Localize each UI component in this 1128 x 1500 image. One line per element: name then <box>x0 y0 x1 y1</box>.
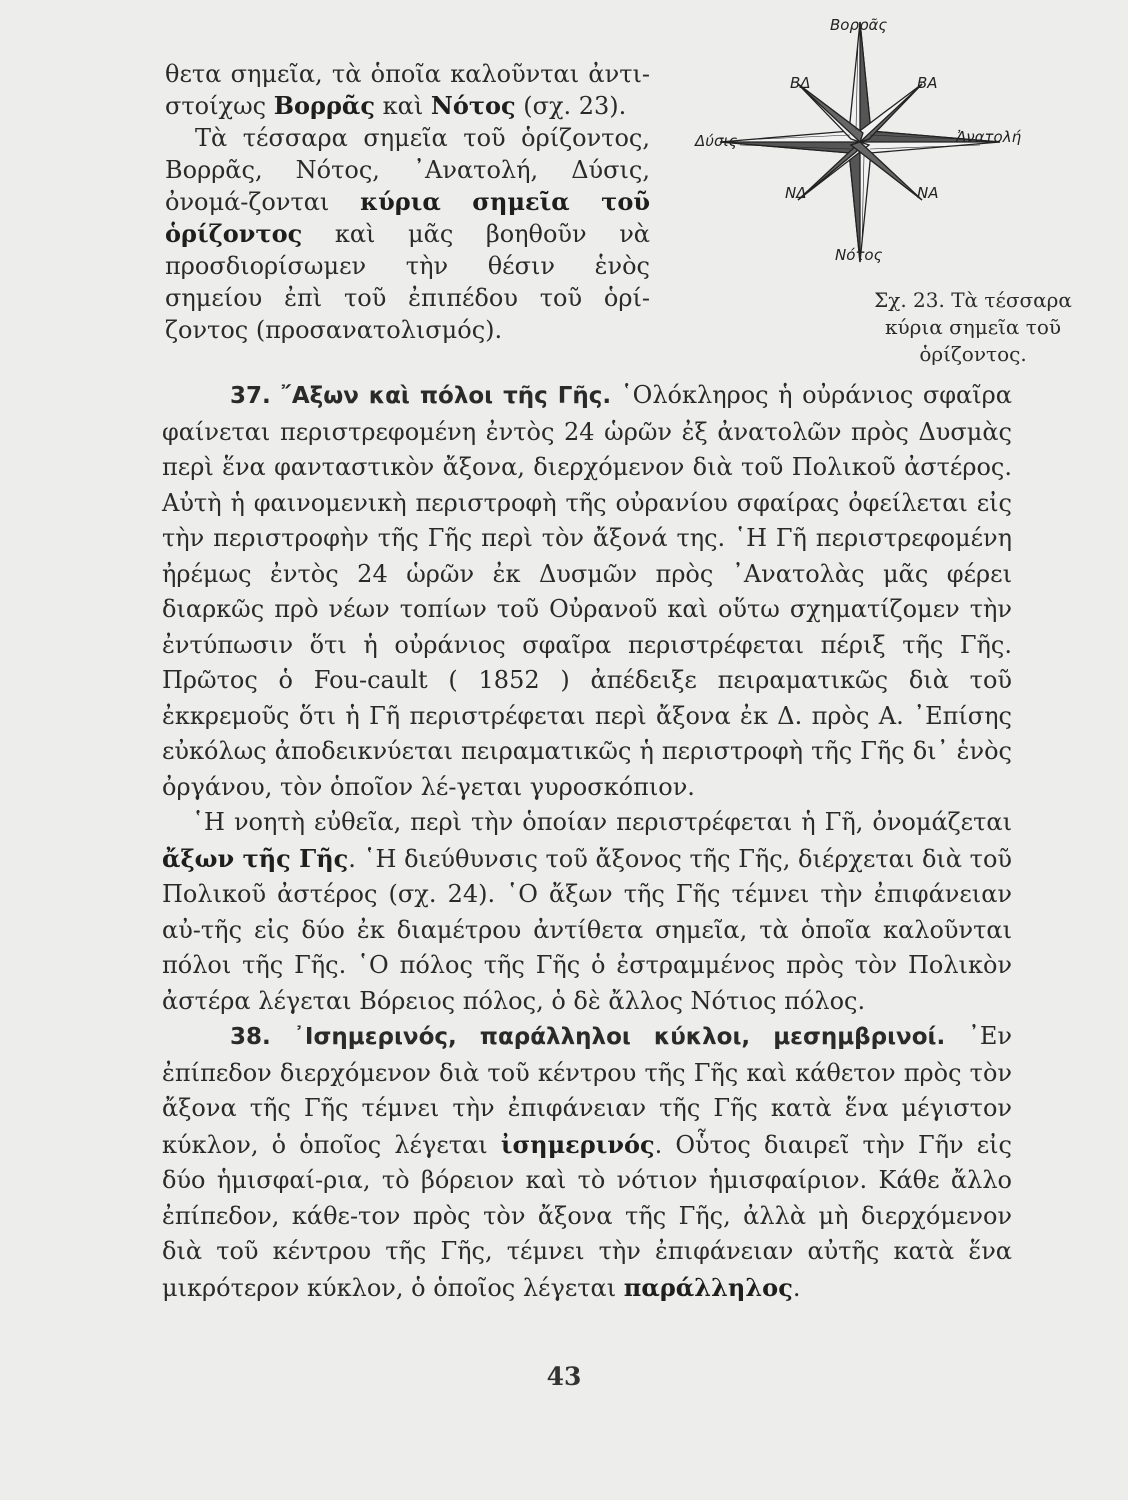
section-number: 37. <box>230 383 271 409</box>
label-northeast: ΒΑ <box>917 74 938 92</box>
text-run: . ῾Η διεύθυνσις τοῦ ἄξονος τῆς Γῆς, διέρχεται διὰ τοῦ Πολικοῦ ἀστέρος (σχ. 24). ῾Ο ἄξων τῆς Γῆς τέμνει τὴν ἐπιφάνειαν αὐ-τῆς εἰς δύο ἐκ διαμέτρου ἀντίθετα σημεῖα, τὰ ὁποῖα καλοῦνται πόλοι τῆς Γῆς. ῾Ο πόλος τῆς Γῆς ὁ ἐστραμμένος πρὸς τὸν Πολικὸν ἀστέρα λέγεται Βόρειος πόλος, ὁ δὲ ἄλλος Νότιος πόλος. <box>162 844 1012 1015</box>
section-37-paragraph-2 <box>162 805 1012 1019</box>
page-number: 43 <box>546 1362 582 1391</box>
text-run: καὶ <box>375 92 431 120</box>
section-38 <box>162 1019 1012 1306</box>
intro-text <box>165 58 650 346</box>
term-north: Βορρᾶς <box>273 91 375 120</box>
text-run: ῾Η νοητὴ εὐθεῖα, περὶ τὴν ὁποίαν περιστρέφεται ἡ Γῆ, ὀνομάζεται <box>192 808 1012 836</box>
label-west: Δύσις <box>695 132 738 150</box>
label-south: Νότος <box>835 246 883 264</box>
section-number: 38. <box>230 1024 271 1050</box>
intro-paragraph-1 <box>165 58 650 122</box>
label-east: Ἀνατολή <box>956 128 1022 146</box>
section-title: ᾿Ισημερινός, παράλληλοι κύκλοι, μεσημβρινοί. <box>293 1024 946 1050</box>
text-run: . <box>792 1273 801 1302</box>
term-south: Νότος <box>430 91 516 120</box>
text-run: (σχ. 23). <box>515 92 627 120</box>
intro-paragraph-2 <box>165 122 650 346</box>
text-run: Τὰ τέσσαρα σημεῖα τοῦ ὁρίζοντος, Βορρᾶς, Νότος, ᾿Ανατολή, Δύσις, ὀνομά-ζονται <box>165 124 650 216</box>
section-title: ῎Αξων καὶ πόλοι τῆς Γῆς. <box>280 383 612 409</box>
term-cardinal-points: κύρια σημεῖα τοῦ ὁρίζοντος <box>165 187 650 248</box>
figure-caption: Σχ. 23. Τὰ τέσσαρα κύρια σημεῖα τοῦ ὁρίζοντος. <box>874 288 1072 366</box>
label-southeast: ΝΑ <box>917 184 939 202</box>
text-run: . Οὗτος διαιρεῖ τὴν Γῆν εἰς δύο ἡμισφαί-ρια, τὸ βόρειον καὶ τὸ νότιον ἡμισφαίριον. Κάθε ἄλλο ἐπίπεδον, κάθε-τον πρὸς τὸν ἄξονα τῆς Γῆς, ἀλλὰ μὴ διερχόμενον διὰ τοῦ κέντρου τῆς Γῆς, τέμνει τὴν ἐπιφάνειαν αὐτῆς κατὰ ἕνα μικρότερον κύκλον, ὁ ὁποῖος λέγεται <box>162 1130 1012 1302</box>
term-equator: ἰσημερινός <box>500 1129 655 1159</box>
label-north: Βορρᾶς <box>830 16 888 34</box>
label-northwest: ΒΔ <box>790 74 811 92</box>
main-text <box>162 378 1012 1306</box>
text-run: ᾿Εν ἐπίπεδον διερχόμενον διὰ τοῦ κέντρου τῆς Γῆς καὶ κάθετον πρὸς τὸν ἄξονα τῆς Γῆς τέμνει τὴν ἐπιφάνειαν τῆς Γῆς κατὰ ἕνα μέγιστον κύκλον, ὁ ὁποῖος λέγεται <box>162 1022 1012 1159</box>
label-southwest: ΝΔ <box>785 184 807 202</box>
term-parallel: παράλληλος <box>623 1272 793 1302</box>
text-run: θετα σημεῖα, τὰ ὁποῖα καλοῦνται ἀντι-στοίχως <box>165 60 650 120</box>
term-earth-axis: ἄξων τῆς Γῆς <box>162 843 349 873</box>
section-37-paragraph-1: ῾Ολόκληρος ἡ οὐράνιος σφαῖρα φαίνεται περιστρεφομένη ἐντὸς 24 ὡρῶν ἐξ ἀνατολῶν πρὸς Δυσμὰς περὶ ἕνα φανταστικὸν ἄξονα, διερχόμενον διὰ τοῦ Πολικοῦ ἀστέρος. Αὐτὴ ἡ φαινομενικὴ περιστροφὴ τῆς οὐρανίου σφαίρας ὀφείλεται εἰς τὴν περιστροφὴν τῆς Γῆς περὶ τὸν ἄξονά της. ῾Η Γῆ περιστρεφομένη ἠρέμως ἐντὸς 24 ὡρῶν ἐκ Δυσμῶν πρὸς ᾿Ανατολὰς μᾶς φέρει διαρκῶς πρὸ νέων τοπίων τοῦ Οὐρανοῦ καὶ οὕτω σχηματίζομεν τὴν ἐντύπωσιν ὅτι ἡ οὐράνιος σφαῖρα περιστρέφεται πέριξ τῆς Γῆς. Πρῶτος ὁ Fou-cault ( 1852 ) ἀπέδειξε πειραματικῶς διὰ τοῦ ἐκκρεμοῦς ὅτι ἡ Γῆ περιστρέφεται περὶ ἄξονα ἐκ Δ. πρὸς Α. ᾿Επίσης εὐκόλως ἀποδεικνύεται πειραματικῶς ἡ περιστροφὴ τῆς Γῆς δι᾿ ἑνὸς ὀργάνου, τὸν ὁποῖον λέ-γεται γυροσκόπιον. <box>162 381 1012 801</box>
section-37 <box>162 378 1012 805</box>
text-run: καὶ μᾶς βοηθοῦν νὰ προσδιορίσωμεν τὴν θέσιν ἑνὸς σημείου ἐπὶ τοῦ ἐπιπέδου τοῦ ὁρί-ζοντος (προσανατολισμός). <box>165 220 650 344</box>
